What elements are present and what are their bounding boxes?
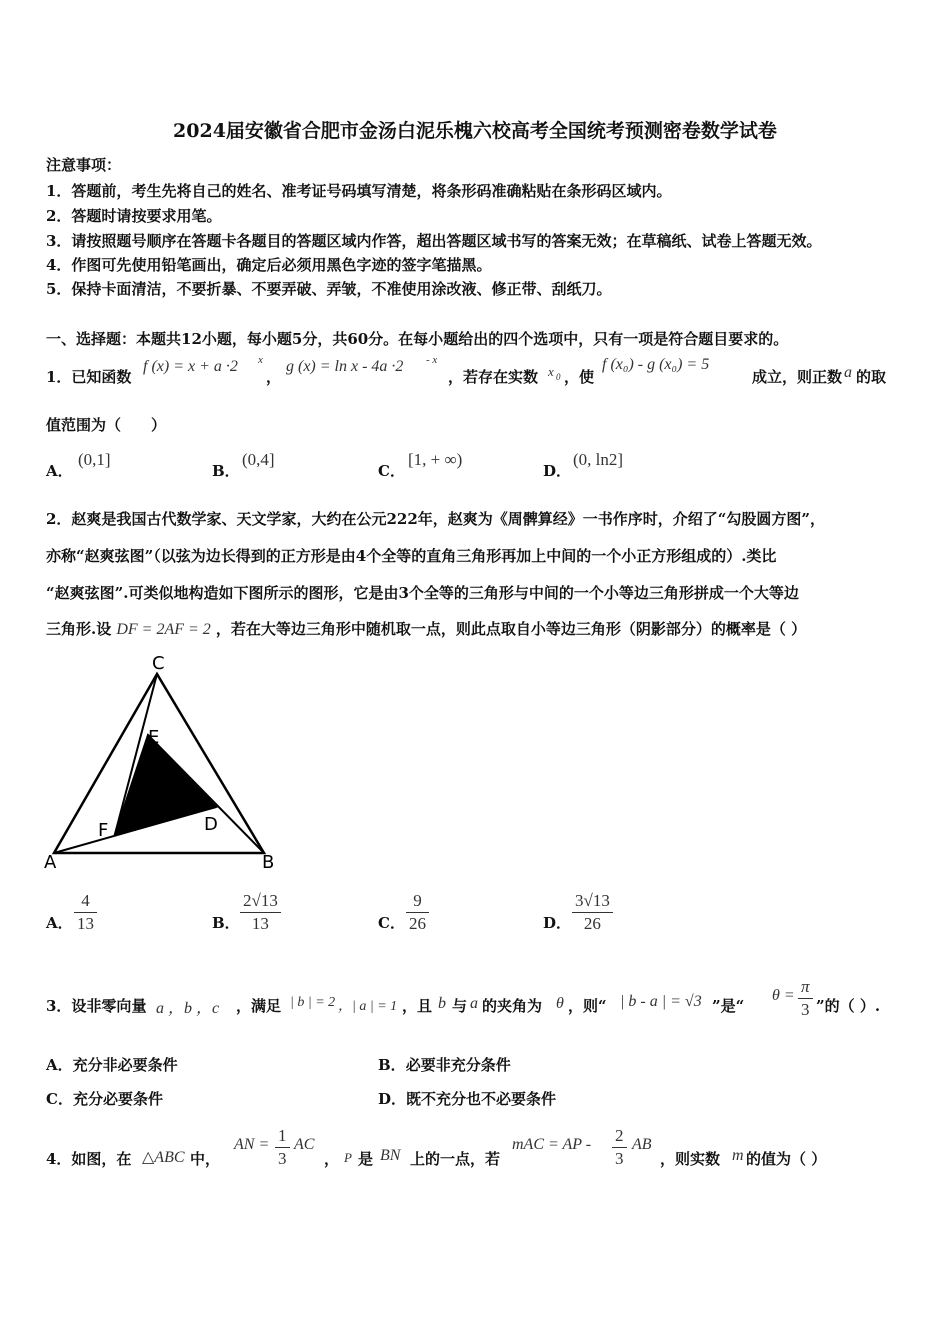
q1-condition: f (x₀) - g (x₀) = 5 <box>602 356 710 373</box>
fraction-numerator: 3√13 <box>572 890 613 913</box>
shaded-small-triangle <box>115 735 216 834</box>
notice-item: 5．保持卡面清洁，不要折暴、不要弄破、弄皱，不准使用涂改液、修正带、刮纸刀。 <box>46 280 612 298</box>
q2-line1: 2．赵爽是我国古代数学家、天文学家，大约在公元222年，赵爽为《周髀算经》一书作序时，介绍了“勾股圆方图”， <box>46 510 826 528</box>
q2-option-a-label: A． <box>46 914 73 932</box>
q3-option-c-label: C． <box>46 1090 73 1108</box>
q1-line2: 值范围为（ ） <box>46 416 167 434</box>
q3-option-d <box>378 1088 556 1109</box>
q3-a: 3．设非零向量 <box>46 997 147 1015</box>
q1-mid: ，若存在实数 <box>448 368 539 386</box>
q3-bvec: b <box>438 995 446 1012</box>
q2-line4-a: 三角形.设 <box>46 620 112 638</box>
label-c: C <box>152 653 165 674</box>
fraction-numerator: 4 <box>74 890 97 913</box>
notice-item: 3．请按照题号顺序在答题卡各题目的答题区域内作答，超出答题区域书写的答案无效；在草稿纸、试卷上答题无效。 <box>46 232 822 250</box>
q1-f-expr: f (x) = x + a ·2 <box>143 358 238 375</box>
q1-mid2: ，使 <box>564 368 595 386</box>
q4-mac: mAC = AP - <box>512 1136 592 1153</box>
q4-tri: △ABC <box>142 1149 185 1166</box>
q1-option-d-value: (0, ln2] <box>573 450 624 469</box>
q3-e: 与 <box>452 997 468 1015</box>
q3-option-c-text: 充分必要条件 <box>72 1090 163 1108</box>
q3-expr: | b - a | = √3 <box>620 993 702 1010</box>
q3-g: ，则“ <box>568 997 607 1015</box>
q4-f: ，则实数 <box>660 1150 721 1168</box>
q3-h: ”是“ <box>712 997 745 1015</box>
notice-item: 1．答题前，考生先将自己的姓名、准考证号码填写清楚，将条形码准确粘贴在条形码区域内。 <box>46 182 672 200</box>
q4-an: AN = <box>234 1136 270 1153</box>
section-heading: 一、选择题：本题共12小题，每小题5分，共60分。在每小题给出的四个选项中，只有一项是符合题目要求的。 <box>46 330 789 348</box>
question-3 <box>46 977 916 1024</box>
fraction-numerator: 1 <box>275 1125 290 1148</box>
q3-i: ”的（ ）. <box>816 997 881 1015</box>
q4-p: P <box>344 1150 352 1165</box>
q4-a: 4．如图，在 <box>46 1150 132 1168</box>
q4-d: 是 <box>358 1150 374 1168</box>
q2-option-d-value <box>572 890 613 935</box>
q3-option-a-text: 充分非必要条件 <box>72 1056 178 1074</box>
q3-option-c <box>46 1088 163 1109</box>
q1-g-exp: - x <box>426 354 438 366</box>
q1-option-b-value: (0,4] <box>242 450 275 469</box>
q4-b: 中， <box>190 1150 221 1168</box>
q3-c2: ，| a | = 1 <box>338 999 398 1014</box>
q2-line2: 亦称“赵爽弦图”（以弦为边长得到的正方形是由4个全等的直角三角形再加上中间的一个小正方形组成的）.类比 <box>46 547 777 565</box>
q3-b: ，满足 <box>236 997 282 1015</box>
q2-line4-b: ，若在大等边三角形中随机取一点，则此点取自小等边三角形（阴影部分）的概率是（ ） <box>215 620 807 638</box>
q3-option-a-label: A． <box>46 1056 73 1074</box>
q3-d: ，且 <box>402 997 433 1015</box>
q1-option-a-label: A． <box>46 462 73 480</box>
q2-line4 <box>46 618 806 639</box>
fraction-numerator: 2 <box>612 1125 627 1148</box>
q3-option-b-label: B． <box>378 1056 406 1074</box>
q3-option-d-label: D． <box>378 1090 407 1108</box>
q4-ac: AC <box>294 1136 315 1153</box>
q3-c1: | b | = 2 <box>290 995 336 1010</box>
zhao-shuang-figure <box>40 650 290 875</box>
q3-option-b-text: 必要非充分条件 <box>405 1056 511 1074</box>
q3-option-b <box>378 1054 511 1075</box>
fraction-denominator: 13 <box>251 914 269 933</box>
q4-bn: BN <box>380 1147 401 1164</box>
q1-x0: x <box>548 364 554 379</box>
q3-theta-eq: θ = <box>772 987 795 1004</box>
q3-f: 的夹角为 <box>482 997 543 1015</box>
q2-option-a-value <box>74 890 97 935</box>
notice-item: 4．作图可先使用铅笔画出，确定后必须用黑色字迹的签字笔描黑。 <box>46 256 492 274</box>
q3-vecs: a ，b ，c <box>156 1000 220 1017</box>
q2-option-c-value <box>406 890 429 935</box>
question-4 <box>46 1120 906 1176</box>
q2-option-b-value <box>240 890 281 935</box>
q2-line4-math: DF = 2AF = 2 <box>116 621 211 638</box>
q1-prefix: 1．已知函数 <box>46 368 132 386</box>
fraction-numerator: π <box>798 976 813 999</box>
fraction-numerator: 2√13 <box>240 890 281 913</box>
q4-g: 的值为（ ） <box>746 1150 827 1168</box>
q3-option-d-text: 既不充分也不必要条件 <box>406 1090 557 1108</box>
q1-option-a-value: (0,1] <box>78 450 111 469</box>
q3-theta: θ <box>556 995 564 1012</box>
q1-f-exp: x <box>258 354 263 366</box>
fraction-denominator: 3 <box>801 1000 810 1019</box>
q1-option-d-label: D． <box>543 462 572 480</box>
fraction-denominator: 3 <box>615 1149 624 1168</box>
q4-c: ， <box>324 1150 340 1168</box>
q2-option-d-label: D． <box>543 914 572 932</box>
q3-avec: a <box>470 995 478 1012</box>
q4-e: 上的一点，若 <box>410 1150 501 1168</box>
notice-heading: 注意事项： <box>46 156 122 174</box>
fraction-denominator: 3 <box>278 1149 287 1168</box>
q4-ab: AB <box>632 1136 652 1153</box>
q1-end2: 的取 <box>856 368 887 386</box>
q4-m: m <box>732 1147 744 1164</box>
q2-option-c-label: C． <box>378 914 405 932</box>
label-a: A <box>44 852 57 873</box>
label-d: D <box>204 814 218 835</box>
q1-option-c-value: [1, + ∞) <box>408 450 463 469</box>
fraction-denominator: 13 <box>77 914 94 933</box>
q1-a: a <box>844 364 852 381</box>
page-title: 2024届安徽省合肥市金汤白泥乐槐六校高考全国统考预测密卷数学试卷 <box>173 120 777 142</box>
q2-option-b-label: B． <box>212 914 240 932</box>
fraction-numerator: 9 <box>406 890 429 913</box>
q2-line3: “赵爽弦图”.可类似地构造如下图所示的图形，它是由3个全等的三角形与中间的一个小等边三角形拼成一个大等边 <box>46 584 799 602</box>
q1-end: 成立，则正数 <box>752 368 843 386</box>
label-f: F <box>98 820 109 841</box>
q3-option-a <box>46 1054 178 1075</box>
fraction-denominator: 26 <box>409 914 426 933</box>
label-e: E <box>148 727 160 748</box>
notice-item: 2．答题时请按要求用笔。 <box>46 207 222 225</box>
q1-option-c-label: C． <box>378 462 405 480</box>
label-b: B <box>262 852 275 873</box>
q1-g-expr: g (x) = ln x - 4a ·2 <box>286 358 404 375</box>
q1-x0-sub: 0 <box>556 372 561 382</box>
q1-comma: ， <box>266 368 282 386</box>
q1-option-b-label: B． <box>212 462 240 480</box>
fraction-denominator: 26 <box>583 914 601 933</box>
